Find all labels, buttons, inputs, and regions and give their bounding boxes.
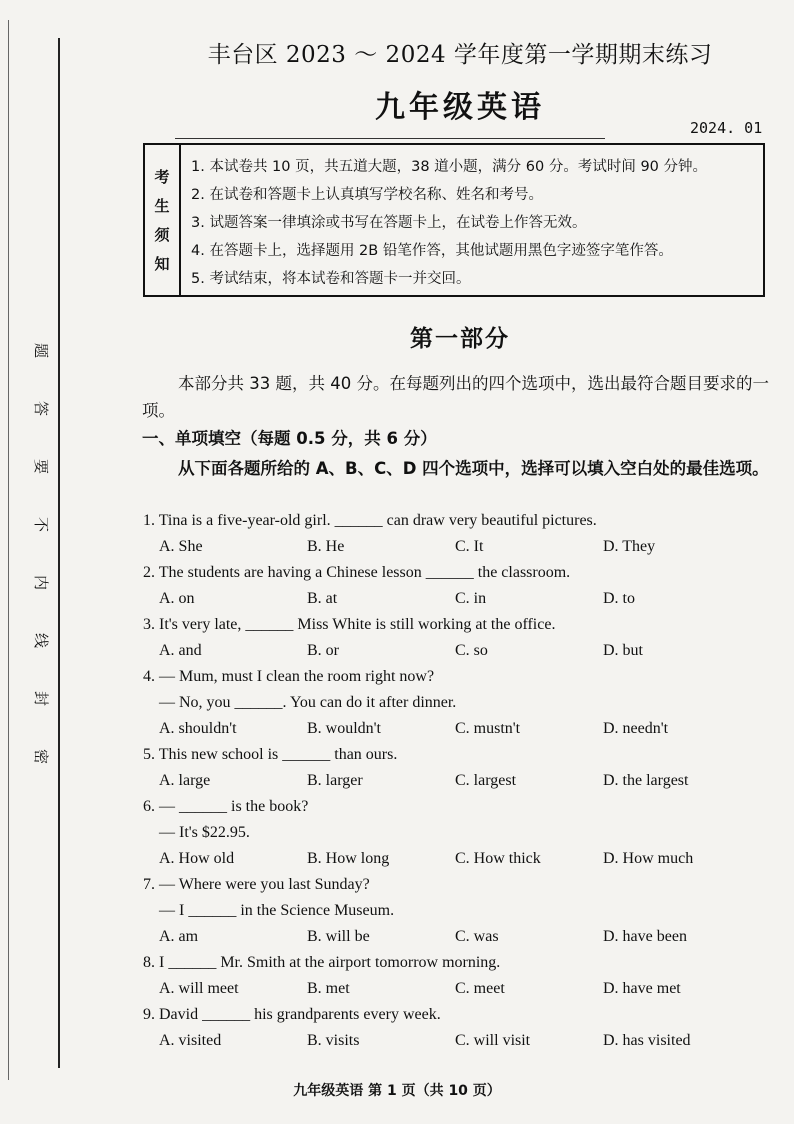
notice-label-char: 考 [154,168,170,186]
answer-option: B. wouldn't [307,720,381,737]
page-footer: 九年级英语 第 1 页（共 10 页） [293,1083,501,1099]
question-stem: — It's $22.95. [159,824,250,841]
question-stem: 9. David ______ his grandparents every week. [143,1006,441,1023]
answer-option: A. She [159,538,203,555]
answer-option: C. largest [455,772,517,789]
answer-option: D. They [603,538,656,555]
answer-option: A. large [159,772,211,789]
question-list [143,508,773,1054]
part-title: 第一部分 [410,326,510,352]
section-heading: 一、单项填空（每题 0.5 分，共 6 分） [142,429,437,448]
answer-option: A. am [159,928,199,945]
option-row [143,716,773,742]
answer-option: C. How thick [455,850,541,867]
answer-option: C. meet [455,980,505,997]
answer-option: B. visits [307,1032,360,1049]
binding-char: 要 [32,458,51,475]
notice-item: 1. 本试卷共 10 页，共五道大题，38 道小题，满分 60 分。考试时间 90 分钟。 [191,159,708,175]
exam-date: 2024. 01 [690,119,763,137]
answer-option: A. How old [159,850,235,867]
option-row [143,534,773,560]
option-row [143,768,773,794]
answer-option: A. shouldn't [159,720,237,737]
answer-option: D. needn't [603,720,669,737]
question-item [143,950,773,1002]
answer-option: C. mustn't [455,720,521,737]
answer-option: D. have been [603,928,687,945]
answer-option: B. larger [307,772,363,789]
option-row [143,976,773,1002]
answer-option: A. visited [159,1032,222,1049]
candidate-notice-box [143,143,765,297]
question-stem: 7. — Where were you last Sunday? [143,876,370,893]
question-item [143,560,773,612]
answer-option: C. in [455,590,487,607]
notice-label [145,145,181,295]
notice-label-char: 须 [154,226,170,244]
question-stem: 1. Tina is a five-year-old girl. ______ can draw very beautiful pictures. [143,512,597,529]
question-stem: 5. This new school is ______ than ours. [143,746,398,763]
option-row [143,586,773,612]
binding-margin-text [30,340,54,767]
answer-option: D. has visited [603,1032,691,1049]
answer-option: B. He [307,538,345,555]
section-instruction: 从下面各题所给的 A、B、C、D 四个选项中，选择可以填入空白处的最佳选项。 [178,459,769,478]
answer-option: B. will be [307,928,370,945]
notice-item: 3. 试题答案一律填涂或书写在答题卡上，在试卷上作答无效。 [191,215,587,231]
answer-option: D. to [603,590,635,607]
question-item [143,794,773,872]
question-stem: 3. It's very late, ______ Miss White is still working at the office. [143,616,556,633]
notice-item: 5. 考试结束，将本试卷和答题卡一并交回。 [191,271,471,287]
answer-option: B. met [307,980,350,997]
option-row [143,638,773,664]
notice-label-char: 知 [154,255,170,273]
answer-option: D. How much [603,850,694,867]
binding-char: 不 [32,516,51,533]
notice-item: 2. 在试卷和答题卡上认真填写学校名称、姓名和考号。 [191,187,543,203]
answer-option: C. It [455,538,484,555]
answer-option: D. but [603,642,643,659]
page-edge-line [8,20,9,1080]
answer-option: B. How long [307,850,390,867]
question-stem: 2. The students are having a Chinese lesson ______ the classroom. [143,564,571,581]
notice-label-char: 生 [154,197,170,215]
answer-option: C. will visit [455,1032,531,1049]
answer-option: C. so [455,642,488,659]
question-item [143,612,773,664]
question-item [143,1002,773,1054]
binding-char: 密 [32,748,51,765]
option-row [143,1028,773,1054]
notice-items [181,145,763,295]
question-item [143,742,773,794]
question-stem: 6. — ______ is the book? [143,798,309,815]
question-stem: — I ______ in the Science Museum. [159,902,395,919]
exam-subject-title: 九年级英语 [375,90,545,125]
option-row [143,924,773,950]
answer-option: A. and [159,642,202,659]
answer-option: B. or [307,642,339,659]
answer-option: D. have met [603,980,681,997]
exam-title: 丰台区 2023 ～ 2024 学年度第一学期期末练习 [207,42,713,68]
question-stem: — No, you ______. You can do it after dinner. [159,694,457,711]
binding-char: 内 [32,574,51,591]
binding-char: 线 [32,632,51,649]
binding-char: 答 [32,400,51,417]
answer-option: A. will meet [159,980,239,997]
question-item [143,508,773,560]
question-stem: 4. — Mum, must I clean the room right now? [143,668,435,685]
question-stem: 8. I ______ Mr. Smith at the airport tomorrow morning. [143,954,501,971]
question-item [143,664,773,742]
answer-option: D. the largest [603,772,689,789]
notice-item: 4. 在答题卡上，选择题用 2B 铅笔作答，其他试题用黑色字迹签字笔作答。 [191,243,673,259]
part-intro: 本部分共 33 题，共 40 分。在每题列出的四个选项中，选出最符合题目要求的一项。 [142,374,769,420]
answer-option: B. at [307,590,338,607]
binding-char: 封 [32,690,51,707]
answer-option: C. was [455,928,499,945]
answer-option: A. on [159,590,195,607]
question-item [143,872,773,950]
option-row [143,846,773,872]
binding-line [58,38,60,1068]
binding-char: 题 [32,342,51,359]
divider [175,138,605,139]
